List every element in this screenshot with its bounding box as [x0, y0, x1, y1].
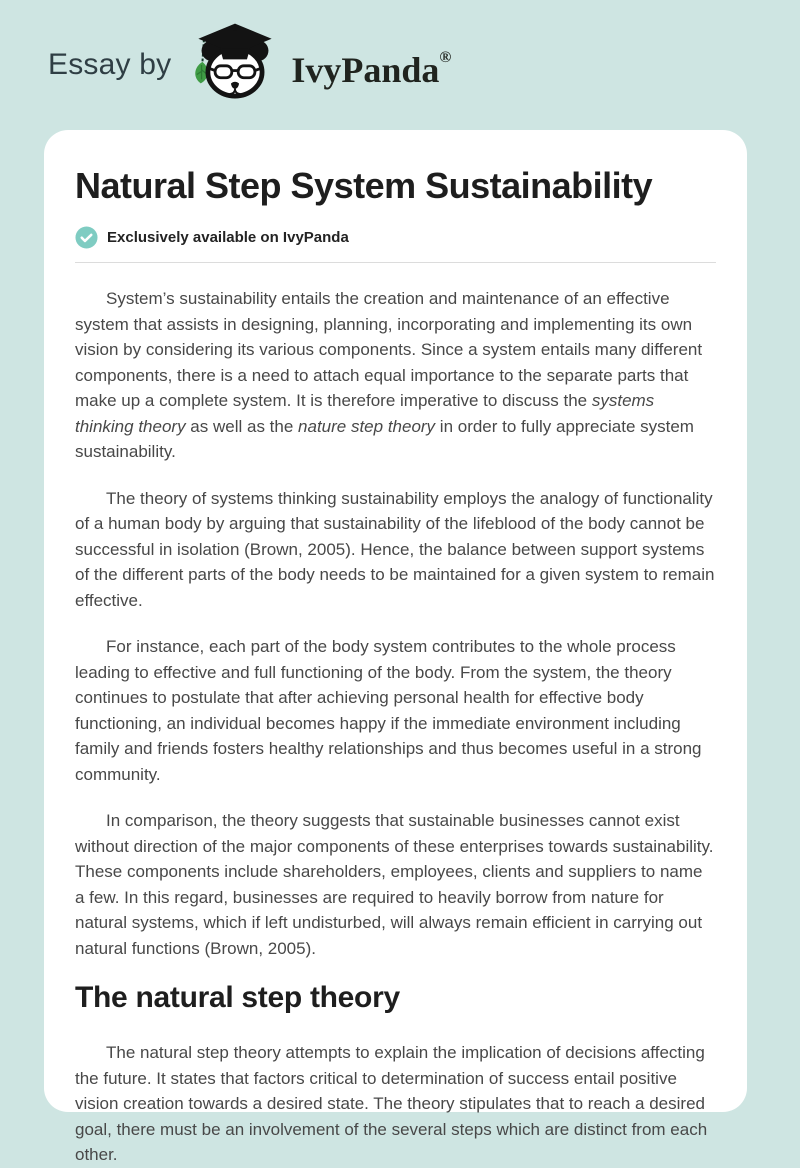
brand-text: IvyPanda — [291, 50, 440, 90]
paragraph: The natural step theory attempts to explain the implication of decisions affecting the future. It states that factors critical to determination of success entail positive vision creation towards a desired state. The theory stipulates that to reach a desired goal, there must be an involvement of the several steps which are distinct from each other. — [75, 1043, 708, 1164]
checkmark-icon — [75, 226, 98, 249]
essay-card — [44, 130, 747, 1164]
paragraph: The theory of systems thinking sustainability employs the analogy of functionality of a human body by arguing that sustainability of the lifeblood of the body cannot be successful in isolation (Brown, 2005). Hence, the balance between support systems of the different parts of the body needs to be maintained for a given system to remain effective. — [75, 488, 715, 610]
essay-title: Natural Step System Sustainability — [75, 165, 653, 206]
section-heading: The natural step theory — [75, 981, 400, 1014]
registered-mark: ® — [439, 49, 452, 66]
paragraph: System’s sustainability entails the creation and maintenance of an effective system that assists in designing, planning, incorporating and implementing its own vision by considering its various components. Since a system entails many different components, there is a need to attach equal importance to the separate parts that make up a complete system. It is therefore imperative to discuss the systems thinking theory as well as the nature step theory in order to fully appreciate system sustainability. — [75, 289, 703, 461]
brand-name — [291, 42, 451, 88]
header-prefix: Essay by — [48, 48, 172, 81]
availability-badge-label: Exclusively available on IvyPanda — [107, 229, 349, 246]
ivypanda-panda-logo-icon — [185, 22, 285, 108]
article-body — [75, 263, 716, 1168]
header — [0, 0, 800, 104]
availability-badge — [75, 226, 716, 249]
paragraph: In comparison, the theory suggests that sustainable businesses cannot exist without direction of the major components of these enterprises towards sustainability. These components include shareholders, employees, clients and suppliers to name a few. In this regard, businesses are required to heavily borrow from nature for natural systems, which if left undisturbed, will always remain efficient in carrying out natural functions (Brown, 2005). — [75, 811, 714, 958]
paragraph: For instance, each part of the body system contributes to the whole process leading to effective and full functioning of the body. From the system, the theory continues to postulate that after achieving personal health for effective body functioning, an individual becomes happy if the immediate environment including family and friends fosters healthy relationships and thus becomes useful in a strong community. — [75, 637, 702, 784]
